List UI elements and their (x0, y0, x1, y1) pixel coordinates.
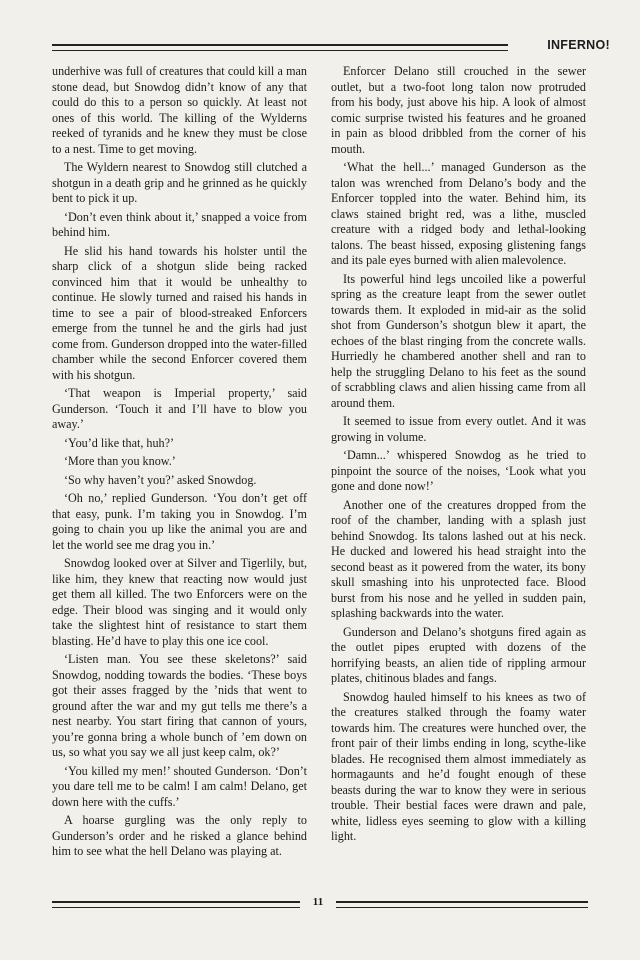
header-rule (52, 44, 508, 51)
paragraph: Its powerful hind legs uncoiled like a powerful spring as the creature leapt from the sewer outlet towards them. It exploded in mid-air as the solid shot from Gunderson’s shotgun blew it apart, the echoes of the blast ringing from the concrete walls. Hurriedly he chambered another shell and ran to help the struggling Delano to his feet as the sound of scrabbling claws and alien hissing came from all around them. (331, 271, 586, 410)
paragraph: He slid his hand towards his holster until the sharp click of a shotgun slide being racked convinced him that it would be unhealthy to continue. He slowly turned and raised his hands in time to see a pair of blood-streaked Enforcers emerge from the tunnel he and the girls had just come from. Gunderson dropped into the water-filled chamber while the second Enforcer covered them with his shotgun. (52, 243, 307, 382)
paragraph: underhive was full of creatures that could kill a man stone dead, but Snowdog didn’t know of any that could do this to a person so quickly. At least not ones of this world. The killing of the Wylderns reeked of tyranids and he knew they must be close to a nest. Time to get moving. (52, 64, 307, 156)
paragraph: Snowdog hauled himself to his knees as two of the creatures stalked through the foamy water towards him. The creatures were hunched over, the front pair of their limbs ending in long, scythe-like blades. He recognised them almost immediately as hormagaunts and he’d fought enough of these beasts during the war to know they were in serious trouble. Their bestial faces were drawn and pale, white, lidless eyes seeming to glow with a killing light. (331, 689, 586, 843)
paragraph: ‘Don’t even think about it,’ snapped a voice from behind him. (52, 209, 307, 239)
paragraph: It seemed to issue from every outlet. And it was growing in volume. (331, 414, 586, 444)
paragraph: ‘You’d like that, huh?’ (64, 435, 175, 450)
page-number: 11 (312, 896, 324, 908)
paragraph: ‘Listen man. You see these skeletons?’ said Snowdog, nodding towards the bodies. ‘These boys got their asses fragged by the ’nids that went to ground after the war and my gut tells me there’s a nest nearby. You start firing that cannon of yours, you’re gonna bring a whole bunch of ’em down on us, so what you say we all just keep calm, ok?’ (52, 652, 307, 759)
right-column (331, 64, 586, 848)
left-column (52, 64, 307, 863)
footer-rule-right (336, 901, 588, 908)
paragraph: ‘You killed my men!’ shouted Gunderson. ‘Don’t you dare tell me to be calm! I am calm! Delano, get down here with the cuffs.’ (52, 763, 307, 809)
paragraph: ‘Oh no,’ replied Gunderson. ‘You don’t get off that easy, punk. I’m taking you in Snowdog. I’m going to chain you up like the animal you are and let the world see me drag you in.’ (52, 491, 307, 552)
paragraph: ‘More than you know.’ (64, 454, 176, 468)
paragraph: ‘So why haven’t you?’ asked Snowdog. (64, 472, 257, 487)
paragraph: ‘Damn...’ whispered Snowdog as he tried to pinpoint the source of the noises, ‘Look what you gone and done now!’ (331, 448, 586, 493)
paragraph: Snowdog looked over at Silver and Tigerlily, but, like him, they knew that reacting now would just get them all killed. The two Enforcers were on the edge. Their blood was singing and it would only take the slightest hint of resistance to start them blasting. He’d have to play this one ice cool. (52, 556, 307, 648)
paragraph: Enforcer Delano still crouched in the sewer outlet, but a two-foot long talon now protruded from his body, just above his hip. A look of almost comic surprise twisted his features and he groaned in pain as blood dribbled from the corner of his mouth. (331, 64, 586, 156)
paragraph: Gunderson and Delano’s shotguns fired again as the outlet pipes erupted with dozens of the horrifying beasts, an alien tide of rippling armour plates, chitinous blades and fangs. (331, 624, 586, 685)
paragraph: Another one of the creatures dropped from the roof of the chamber, landing with a splash just behind Snowdog. Its talons lashed out at his neck. He ducked and lowered his head straight into the second beast as it powered from the water, its bony skull smashing into his unprotected face. Blood burst from his nose and he yelled in sudden pain, splashing backwards into the water. (331, 497, 586, 620)
paragraph: A hoarse gurgling was the only reply to Gunderson’s order and he risked a glance behind him to see what the hell Delano was playing at. (52, 813, 307, 858)
paragraph: ‘What the hell...’ managed Gunderson as the talon was wrenched from Delano’s body and the Enforcer toppled into the water. Behind him, its claws stained bright red, was a lithe, muscled creature with a ridged body and lethal-looking talons. The beast hissed, exposing glistening fangs and its pale eyes burned with alien malevolence. (331, 160, 586, 267)
paragraph: The Wyldern nearest to Snowdog still clutched a shotgun in a death grip and he grinned as he quickly bent to pick it up. (52, 160, 307, 205)
paragraph: ‘That weapon is Imperial property,’ said Gunderson. ‘Touch it and I’ll have to blow you away.’ (52, 386, 307, 431)
footer-rule-left (52, 901, 300, 908)
running-header: INFERNO! (547, 38, 610, 52)
